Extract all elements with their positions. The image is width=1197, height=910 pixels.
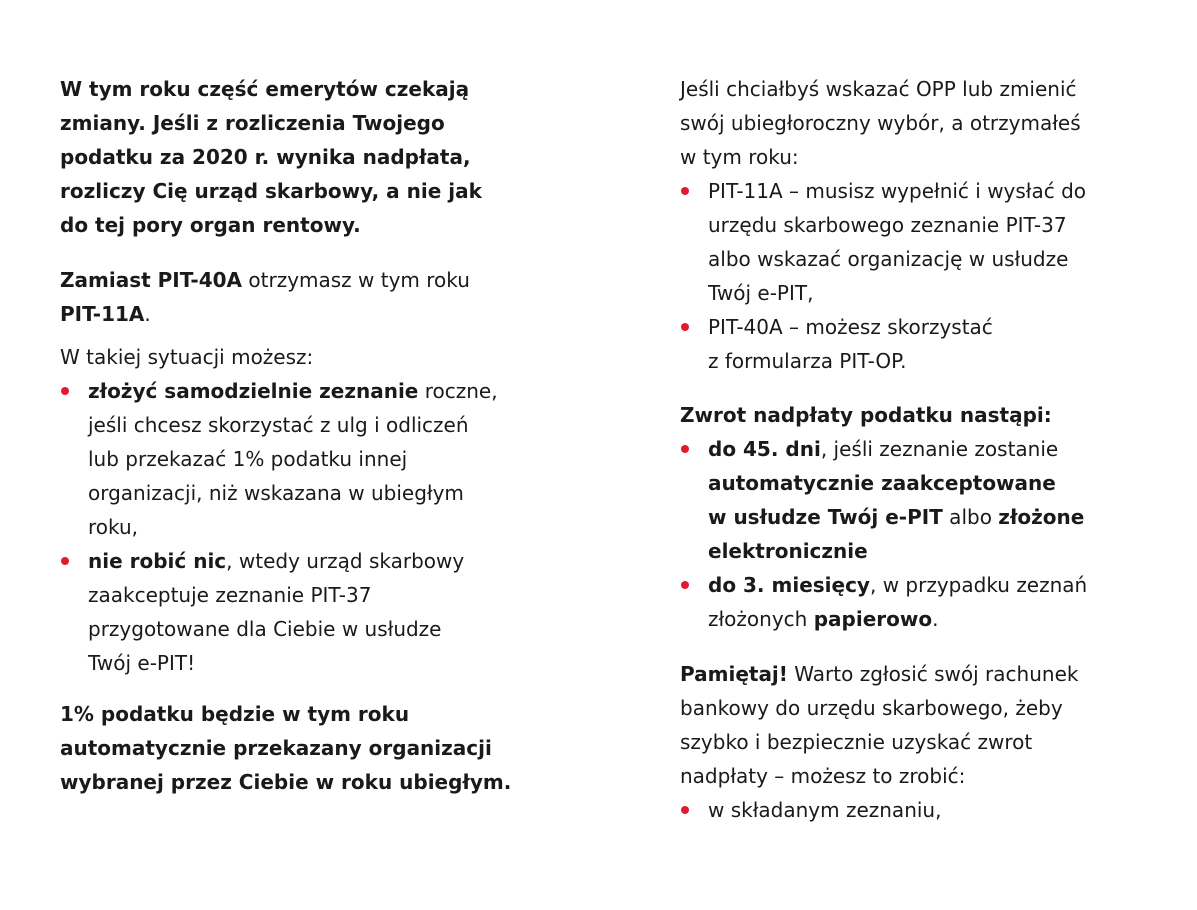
intro-line: rozliczy Cię urząd skarbowy, a nie jak bbox=[60, 179, 482, 203]
options-list bbox=[60, 374, 530, 680]
list-item: do 45. dni, jeśli zeznanie zostanie automatycznie zaakceptowane w usłudze Twój e-PIT albo złożone elektronicznie bbox=[680, 432, 1150, 568]
instead-line-1: Zamiast PIT-40A otrzymasz w tym roku bbox=[60, 268, 470, 292]
bullet-icon bbox=[681, 581, 689, 589]
intro-line: podatku za 2020 r. wynika nadpłata, bbox=[60, 145, 471, 169]
situation-lead: W takiej sytuacji możesz: bbox=[60, 345, 314, 369]
list-item: PIT-11A – musisz wypełnić i wysłać do urzędu skarbowego zeznanie PIT-37 albo wskazać organizację w usłudze Twój e-PIT, bbox=[680, 174, 1150, 310]
intro-line: zmiany. Jeśli z rozliczenia Twojego bbox=[60, 111, 445, 135]
remember-section: Pamiętaj! Warto zgłosić swój rachunek bankowy do urzędu skarbowego, żeby szybko i bezpiecznie uzyskać zwrot nadpłaty – możesz to zrobić: w składanym zeznaniu, bbox=[680, 657, 1150, 827]
list-item: PIT-40A – możesz skorzystać z formularza PIT-OP. bbox=[680, 310, 1150, 378]
options-section bbox=[60, 340, 530, 680]
bullet-icon bbox=[681, 806, 689, 814]
bullet-icon bbox=[681, 187, 689, 195]
refund-list bbox=[680, 432, 1150, 636]
refund-heading: Zwrot nadpłaty podatku nastąpi: bbox=[680, 403, 1052, 427]
bullet-icon bbox=[681, 323, 689, 331]
opp-list bbox=[680, 174, 1150, 378]
opp-section: Jeśli chciałbyś wskazać OPP lub zmienić swój ubiegłoroczny wybór, a otrzymałeś w tym roku: PIT-11A – musisz wypełnić i wysłać do urzędu skarbowego zeznanie PIT-37 albo wskazać organizację w usłudze Twój e-PIT, PIT-40A – możesz skorzystać z formularza PIT-OP. bbox=[680, 72, 1150, 378]
bullet-icon bbox=[61, 387, 69, 395]
list-item: do 3. miesięcy, w przypadku zeznań złożonych papierowo. bbox=[680, 568, 1150, 636]
list-item: w składanym zeznaniu, bbox=[680, 793, 1150, 827]
list-item: nie robić nic, wtedy urząd skarbowy zaakceptuje zeznanie PIT-37 przygotowane dla Ciebie w usłudze Twój e-PIT! bbox=[60, 544, 530, 680]
instead-paragraph bbox=[60, 263, 530, 331]
outro-paragraph: 1% podatku będzie w tym roku automatycznie przekazany organizacji wybranej przez Ciebie w roku ubiegłym. bbox=[60, 702, 512, 794]
intro-paragraph bbox=[60, 72, 530, 242]
bullet-icon bbox=[61, 557, 69, 565]
intro-line: W tym roku część emerytów czekają bbox=[60, 77, 470, 101]
remember-list bbox=[680, 793, 1150, 827]
bullet-icon bbox=[681, 445, 689, 453]
refund-section bbox=[680, 398, 1150, 636]
instead-line-2: PIT-11A. bbox=[60, 302, 151, 326]
list-item: złożyć samodzielnie zeznanie roczne, jeśli chcesz skorzystać z ulg i odliczeń lub przekazać 1% podatku innej organizacji, niż wskazana w ubiegłym roku, bbox=[60, 374, 530, 544]
intro-line: do tej pory organ rentowy. bbox=[60, 213, 361, 237]
